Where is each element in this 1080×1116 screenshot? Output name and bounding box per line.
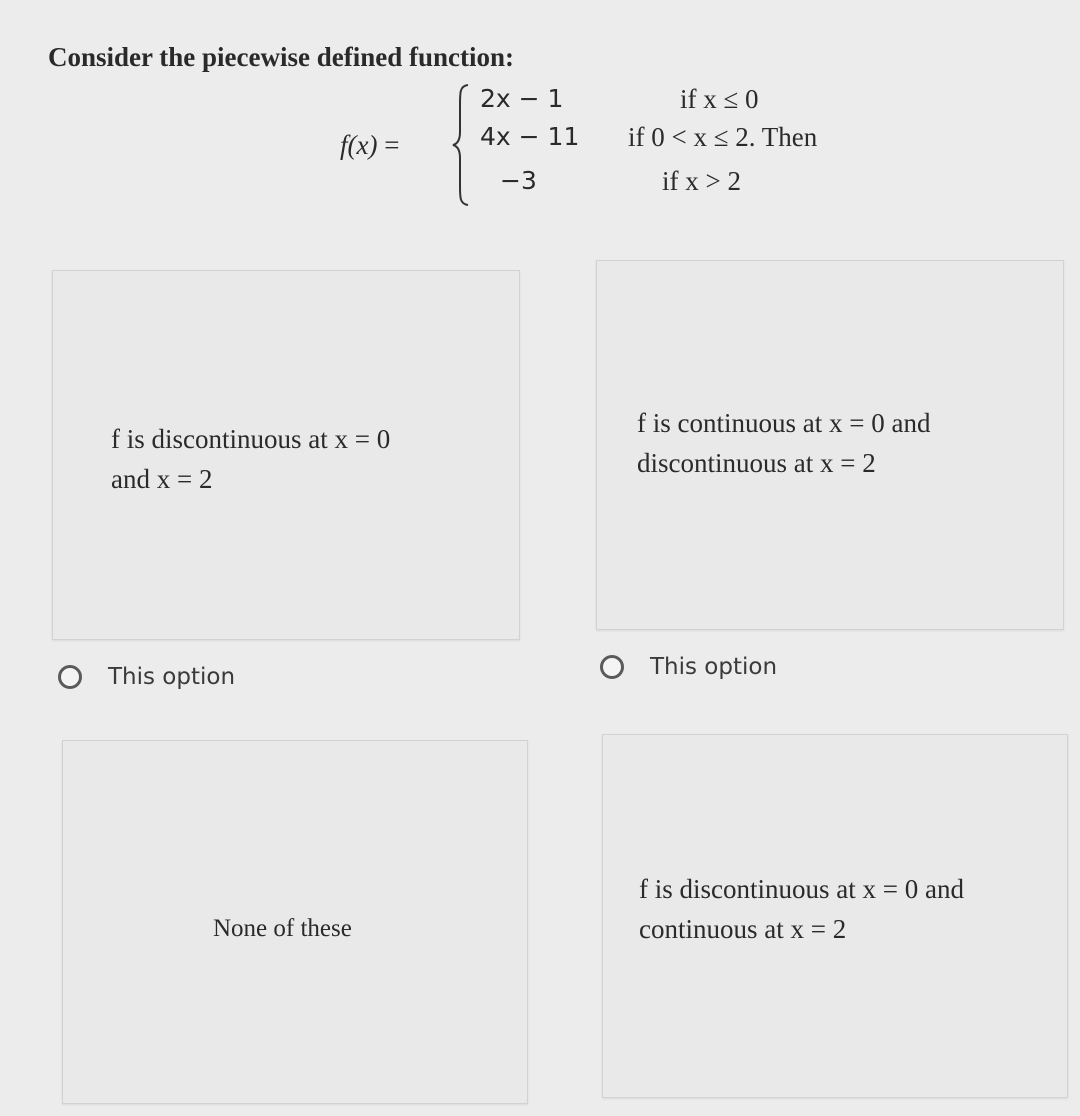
option-2-radio[interactable] (600, 655, 624, 679)
case-expr-3: −3 (500, 166, 537, 195)
option-card-3[interactable] (62, 740, 528, 1104)
case-cond-1: if x ≤ 0 (680, 84, 759, 114)
option-4-line-2: continuous at x = 2 (639, 914, 847, 944)
option-card-4[interactable] (602, 734, 1068, 1098)
left-brace-icon (450, 82, 472, 208)
case-cond-3: if x > 2 (662, 166, 741, 196)
option-2-radio-label[interactable]: This option (650, 654, 778, 680)
case-expr-2: 4x − 11 (480, 122, 580, 151)
function-name: f(x) (340, 130, 378, 160)
option-card-2[interactable] (596, 260, 1064, 630)
option-1-line-2: and x = 2 (111, 464, 213, 494)
option-1-text (111, 419, 511, 499)
option-2-radio-row[interactable] (600, 654, 777, 680)
formula-lhs (340, 130, 399, 161)
option-card-1[interactable] (52, 270, 520, 640)
option-1-line-1: f is discontinuous at x = 0 (111, 424, 391, 454)
option-2-line-2: discontinuous at x = 2 (637, 448, 876, 478)
option-3-line-1: None of these (213, 915, 352, 942)
case-row-3 (480, 166, 980, 206)
option-3-text (213, 909, 513, 949)
option-1-radio[interactable] (58, 665, 82, 689)
option-4-text (639, 869, 1064, 949)
option-4-line-1: f is discontinuous at x = 0 and (639, 874, 964, 904)
option-2-line-1: f is continuous at x = 0 and (637, 408, 931, 438)
case-row-1 (480, 84, 980, 124)
option-1-radio-label[interactable]: This option (108, 664, 236, 690)
option-1-radio-row[interactable] (58, 664, 235, 690)
equals-sign: = (377, 130, 400, 160)
case-row-2 (480, 122, 980, 162)
case-expr-1: 2x − 1 (480, 84, 564, 113)
option-2-text (637, 403, 1057, 483)
piecewise-formula (340, 80, 980, 220)
case-cond-2: if 0 < x ≤ 2. Then (628, 122, 818, 152)
question-text: Consider the piecewise defined function: (48, 42, 514, 72)
